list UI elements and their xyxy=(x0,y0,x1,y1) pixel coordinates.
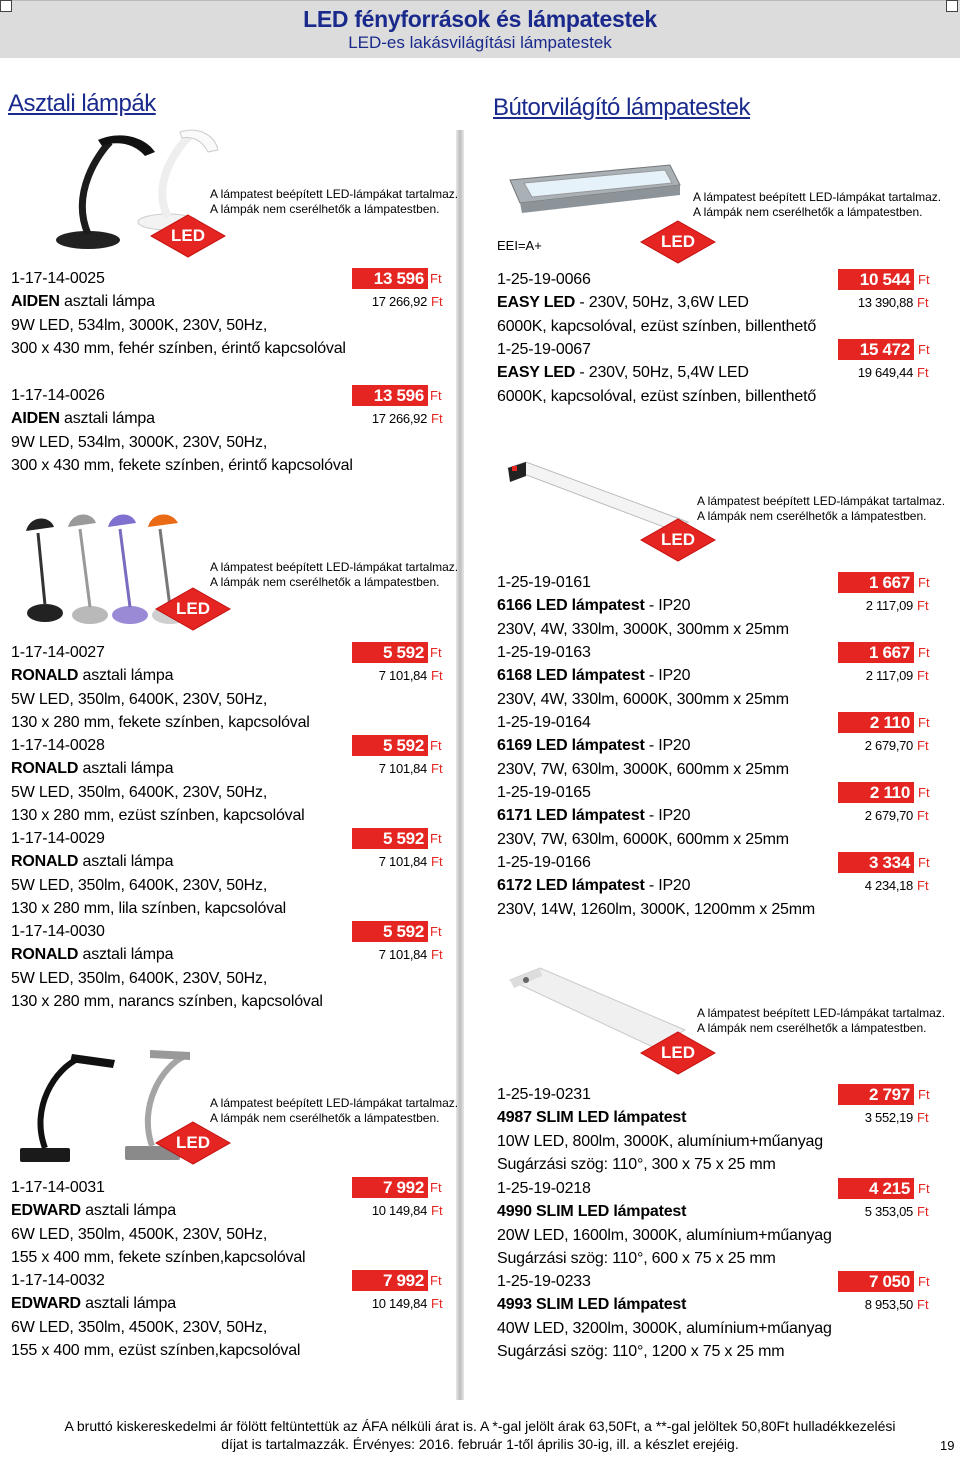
currency-label: Ft xyxy=(430,1180,442,1195)
currency-label: Ft xyxy=(431,1203,443,1219)
product-name: 6172 LED lámpatest xyxy=(497,877,645,895)
gross-price: 7 992 xyxy=(352,1177,428,1198)
product-spec: 5W LED, 350lm, 6400K, 230V, 50Hz, xyxy=(11,969,268,987)
product-name: 6166 LED lámpatest xyxy=(497,597,645,615)
currency-label: Ft xyxy=(430,271,442,286)
product-name-row xyxy=(11,664,173,687)
product-spec: 5W LED, 350lm, 6400K, 230V, 50Hz, xyxy=(11,690,268,708)
gross-price: 4 215 xyxy=(838,1178,914,1199)
net-price: 7 101,84 xyxy=(378,668,427,684)
gross-price: 1 667 xyxy=(838,642,914,663)
product-name: 4987 SLIM LED lámpatest xyxy=(497,1109,687,1127)
product-name: 4990 SLIM LED lámpatest xyxy=(497,1203,687,1221)
product-name-row xyxy=(497,1293,686,1316)
product-name-row xyxy=(497,291,749,314)
gross-price: 13 596 xyxy=(352,385,428,406)
led-note: A lámpatest beépített LED-lámpákat tartalmaz. A lámpák nem cserélhetők a lámpatestben. xyxy=(210,560,459,589)
net-price: 17 266,92 xyxy=(371,294,427,310)
product-name-row xyxy=(11,757,173,780)
product-name-row xyxy=(11,290,155,313)
product-spec: 6000K, kapcsolóval, ezüst színben, billenthető xyxy=(497,387,817,405)
energy-class-label: EEI=A+ xyxy=(497,238,542,253)
product-code: 1-17-14-0025 xyxy=(11,270,105,287)
product-code: 1-25-19-0166 xyxy=(497,854,591,871)
page-title: LED fényforrások és lámpatestek xyxy=(303,6,657,32)
currency-label: Ft xyxy=(917,878,929,894)
net-price: 8 953,50 xyxy=(864,1297,913,1313)
product-spec: 300 x 430 mm, fehér színben, érintő kapcsolóval xyxy=(11,339,346,357)
net-price: 19 649,44 xyxy=(857,365,913,381)
product-code: 1-17-14-0026 xyxy=(11,387,105,404)
currency-label: Ft xyxy=(917,1110,929,1126)
product-name: RONALD xyxy=(11,667,79,685)
product-code: 1-17-14-0031 xyxy=(11,1179,105,1196)
led-badge: LED xyxy=(155,1120,231,1166)
product-name: 6168 LED lámpatest xyxy=(497,667,645,685)
product-code: 1-25-19-0163 xyxy=(497,644,591,661)
currency-label: Ft xyxy=(430,924,442,939)
column-divider xyxy=(456,130,464,1400)
product-code: 1-25-19-0066 xyxy=(497,271,591,288)
product-name-row xyxy=(497,804,690,827)
product-type: asztali lámpa xyxy=(59,410,155,428)
product-name: EASY LED xyxy=(497,364,576,382)
currency-label: Ft xyxy=(918,1181,930,1196)
net-price: 7 101,84 xyxy=(378,854,427,870)
net-price: 10 149,84 xyxy=(371,1203,427,1219)
net-price: 3 552,19 xyxy=(864,1110,913,1126)
product-name: RONALD xyxy=(11,760,79,778)
net-price: 2 679,70 xyxy=(864,738,913,754)
currency-label: Ft xyxy=(918,575,930,590)
gross-price: 10 544 xyxy=(838,269,914,290)
product-name: 4993 SLIM LED lámpatest xyxy=(497,1296,687,1314)
product-name: RONALD xyxy=(11,946,79,964)
net-price: 4 234,18 xyxy=(864,878,913,894)
product-code: 1-25-19-0067 xyxy=(497,341,591,358)
product-name: EDWARD xyxy=(11,1202,81,1220)
product-code: 1-25-19-0161 xyxy=(497,574,591,591)
currency-label: Ft xyxy=(430,738,442,753)
product-spec: 9W LED, 534lm, 3000K, 230V, 50Hz, xyxy=(11,433,268,451)
product-spec: 5W LED, 350lm, 6400K, 230V, 50Hz, xyxy=(11,876,268,894)
led-badge: LED xyxy=(640,517,716,563)
currency-label: Ft xyxy=(917,365,929,381)
gross-price: 7 050 xyxy=(838,1271,914,1292)
product-name-row xyxy=(11,850,173,873)
product-code: 1-25-19-0218 xyxy=(497,1180,591,1197)
led-note: A lámpatest beépített LED-lámpákat tartalmaz. A lámpák nem cserélhetők a lámpatestben. xyxy=(210,187,459,216)
gross-price: 5 592 xyxy=(352,921,428,942)
product-name: 6171 LED lámpatest xyxy=(497,807,645,825)
product-code: 1-25-19-0231 xyxy=(497,1086,591,1103)
net-price: 13 390,88 xyxy=(857,295,913,311)
product-spec: 20W LED, 1600lm, 3000K, alumínium+műanyag xyxy=(497,1226,832,1244)
product-type: asztali lámpa xyxy=(80,1202,176,1220)
net-price: 7 101,84 xyxy=(378,947,427,963)
product-name: EASY LED xyxy=(497,294,576,312)
section-title-furniture-lights: Bútorvilágító lámpatestek xyxy=(493,94,750,121)
currency-label: Ft xyxy=(431,854,443,870)
product-type: - IP20 xyxy=(644,807,691,825)
currency-label: Ft xyxy=(917,295,929,311)
product-name: AIDEN xyxy=(11,293,60,311)
product-code: 1-17-14-0028 xyxy=(11,737,105,754)
product-code: 1-17-14-0032 xyxy=(11,1272,105,1289)
led-note: A lámpatest beépített LED-lámpákat tartalmaz. A lámpák nem cserélhetők a lámpatestben. xyxy=(210,1096,459,1125)
product-name-row xyxy=(497,1200,686,1223)
product-name: 6169 LED lámpatest xyxy=(497,737,645,755)
product-code: 1-17-14-0029 xyxy=(11,830,105,847)
currency-label: Ft xyxy=(918,855,930,870)
product-name-row xyxy=(497,361,749,384)
gross-price: 2 110 xyxy=(838,712,914,733)
product-name-row xyxy=(11,943,173,966)
product-spec: 9W LED, 534lm, 3000K, 230V, 50Hz, xyxy=(11,316,268,334)
product-spec: Sugárzási szög: 110°, 600 x 75 x 25 mm xyxy=(497,1249,776,1267)
net-price: 5 353,05 xyxy=(864,1204,913,1220)
product-spec: 6000K, kapcsolóval, ezüst színben, billenthető xyxy=(497,317,817,335)
currency-label: Ft xyxy=(918,1087,930,1102)
currency-label: Ft xyxy=(430,388,442,403)
currency-label: Ft xyxy=(917,738,929,754)
gross-price: 15 472 xyxy=(838,339,914,360)
product-type: - IP20 xyxy=(644,877,691,895)
gross-price: 3 334 xyxy=(838,852,914,873)
net-price: 2 117,09 xyxy=(865,668,913,684)
product-type: asztali lámpa xyxy=(78,760,174,778)
product-code: 1-17-14-0027 xyxy=(11,644,105,661)
product-type: - IP20 xyxy=(644,597,691,615)
gross-price: 7 992 xyxy=(352,1270,428,1291)
product-code: 1-25-19-0164 xyxy=(497,714,591,731)
led-badge: LED xyxy=(150,213,226,259)
currency-label: Ft xyxy=(431,947,443,963)
product-spec: 6W LED, 350lm, 4500K, 230V, 50Hz, xyxy=(11,1318,268,1336)
currency-label: Ft xyxy=(431,294,443,310)
product-spec: 230V, 4W, 330lm, 3000K, 300mm x 25mm xyxy=(497,620,789,638)
product-spec: Sugárzási szög: 110°, 1200 x 75 x 25 mm xyxy=(497,1342,785,1360)
gross-price: 13 596 xyxy=(352,268,428,289)
currency-label: Ft xyxy=(431,668,443,684)
currency-label: Ft xyxy=(917,808,929,824)
currency-label: Ft xyxy=(918,785,930,800)
product-spec: 155 x 400 mm, fekete színben,kapcsolóval xyxy=(11,1248,306,1266)
led-badge: LED xyxy=(155,586,231,632)
product-type: asztali lámpa xyxy=(59,293,155,311)
net-price: 7 101,84 xyxy=(378,761,427,777)
currency-label: Ft xyxy=(917,1297,929,1313)
currency-label: Ft xyxy=(917,1204,929,1220)
product-name-row xyxy=(497,664,690,687)
product-spec: 130 x 280 mm, ezüst színben, kapcsolóval xyxy=(11,806,305,824)
currency-label: Ft xyxy=(430,1273,442,1288)
currency-label: Ft xyxy=(918,715,930,730)
corner-mark-left xyxy=(0,0,12,12)
product-spec: 130 x 280 mm, narancs színben, kapcsolóval xyxy=(11,992,323,1010)
corner-mark-right xyxy=(946,0,958,12)
product-name-row xyxy=(11,407,155,430)
product-code: 1-17-14-0030 xyxy=(11,923,105,940)
product-type: - IP20 xyxy=(644,737,691,755)
net-price: 2 679,70 xyxy=(864,808,913,824)
currency-label: Ft xyxy=(918,1274,930,1289)
product-type: asztali lámpa xyxy=(80,1295,176,1313)
currency-label: Ft xyxy=(918,645,930,660)
currency-label: Ft xyxy=(431,411,443,427)
product-name: AIDEN xyxy=(11,410,60,428)
currency-label: Ft xyxy=(917,598,929,614)
product-spec: 230V, 14W, 1260lm, 3000K, 1200mm x 25mm xyxy=(497,900,816,918)
product-name-row xyxy=(497,734,690,757)
product-code: 1-25-19-0233 xyxy=(497,1273,591,1290)
product-spec: 230V, 4W, 330lm, 6000K, 300mm x 25mm xyxy=(497,690,789,708)
product-spec: 40W LED, 3200lm, 3000K, alumínium+műanyag xyxy=(497,1319,832,1337)
product-name-row xyxy=(497,1106,686,1129)
section-title-desk-lamps: Asztali lámpák xyxy=(8,90,156,117)
product-type: asztali lámpa xyxy=(78,853,174,871)
product-spec: 230V, 7W, 630lm, 6000K, 600mm x 25mm xyxy=(497,830,789,848)
product-type: - 230V, 50Hz, 3,6W LED xyxy=(575,294,749,312)
product-spec: 130 x 280 mm, lila színben, kapcsolóval xyxy=(11,899,287,917)
page-header xyxy=(0,0,960,58)
currency-label: Ft xyxy=(917,668,929,684)
product-name: EDWARD xyxy=(11,1295,81,1313)
currency-label: Ft xyxy=(918,342,930,357)
product-spec: 300 x 430 mm, fekete színben, érintő kapcsolóval xyxy=(11,456,353,474)
product-spec: 230V, 7W, 630lm, 3000K, 600mm x 25mm xyxy=(497,760,789,778)
currency-label: Ft xyxy=(918,272,930,287)
net-price: 10 149,84 xyxy=(371,1296,427,1312)
led-note: A lámpatest beépített LED-lámpákat tartalmaz. A lámpák nem cserélhetők a lámpatestben. xyxy=(697,1006,946,1035)
product-code: 1-25-19-0165 xyxy=(497,784,591,801)
product-spec: 155 x 400 mm, ezüst színben,kapcsolóval xyxy=(11,1341,301,1359)
product-type: - 230V, 50Hz, 5,4W LED xyxy=(575,364,749,382)
product-spec: Sugárzási szög: 110°, 300 x 75 x 25 mm xyxy=(497,1155,776,1173)
product-spec: 130 x 280 mm, fekete színben, kapcsolóval xyxy=(11,713,310,731)
led-badge: LED xyxy=(640,219,716,265)
product-spec: 5W LED, 350lm, 6400K, 230V, 50Hz, xyxy=(11,783,268,801)
led-badge: LED xyxy=(640,1030,716,1076)
gross-price: 5 592 xyxy=(352,735,428,756)
led-note: A lámpatest beépített LED-lámpákat tartalmaz. A lámpák nem cserélhetők a lámpatestben. xyxy=(697,494,946,523)
product-type: asztali lámpa xyxy=(78,667,174,685)
footer-note: A bruttó kiskereskedelmi ár fölött feltüntettük az ÁFA nélküli árat is. A *-gal jelölt árak 63,50Ft, a **-gal jelöltek 50,80Ft hulladékkezelési díjat is tartalmazzák. Érvényes: 2016. február 1-től április 30-ig, ill. a készlet erejéig. xyxy=(64,1418,896,1452)
product-spec: 10W LED, 800lm, 3000K, alumínium+műanyag xyxy=(497,1132,823,1150)
product-type: asztali lámpa xyxy=(78,946,174,964)
product-name-row xyxy=(11,1292,176,1315)
gross-price: 5 592 xyxy=(352,828,428,849)
currency-label: Ft xyxy=(430,831,442,846)
currency-label: Ft xyxy=(431,1296,443,1312)
page-subtitle: LED-es lakásvilágítási lámpatestek xyxy=(348,33,612,52)
net-price: 2 117,09 xyxy=(865,598,913,614)
currency-label: Ft xyxy=(431,761,443,777)
net-price: 17 266,92 xyxy=(371,411,427,427)
product-spec: 6W LED, 350lm, 4500K, 230V, 50Hz, xyxy=(11,1225,268,1243)
product-name-row xyxy=(11,1199,176,1222)
gross-price: 5 592 xyxy=(352,642,428,663)
product-type: - IP20 xyxy=(644,667,691,685)
led-note: A lámpatest beépített LED-lámpákat tartalmaz. A lámpák nem cserélhetők a lámpatestben. xyxy=(693,190,942,219)
gross-price: 2 797 xyxy=(838,1084,914,1105)
page-number: 19 xyxy=(940,1438,955,1453)
currency-label: Ft xyxy=(430,645,442,660)
product-name: RONALD xyxy=(11,853,79,871)
product-name-row xyxy=(497,594,690,617)
gross-price: 1 667 xyxy=(838,572,914,593)
product-name-row xyxy=(497,874,690,897)
gross-price: 2 110 xyxy=(838,782,914,803)
